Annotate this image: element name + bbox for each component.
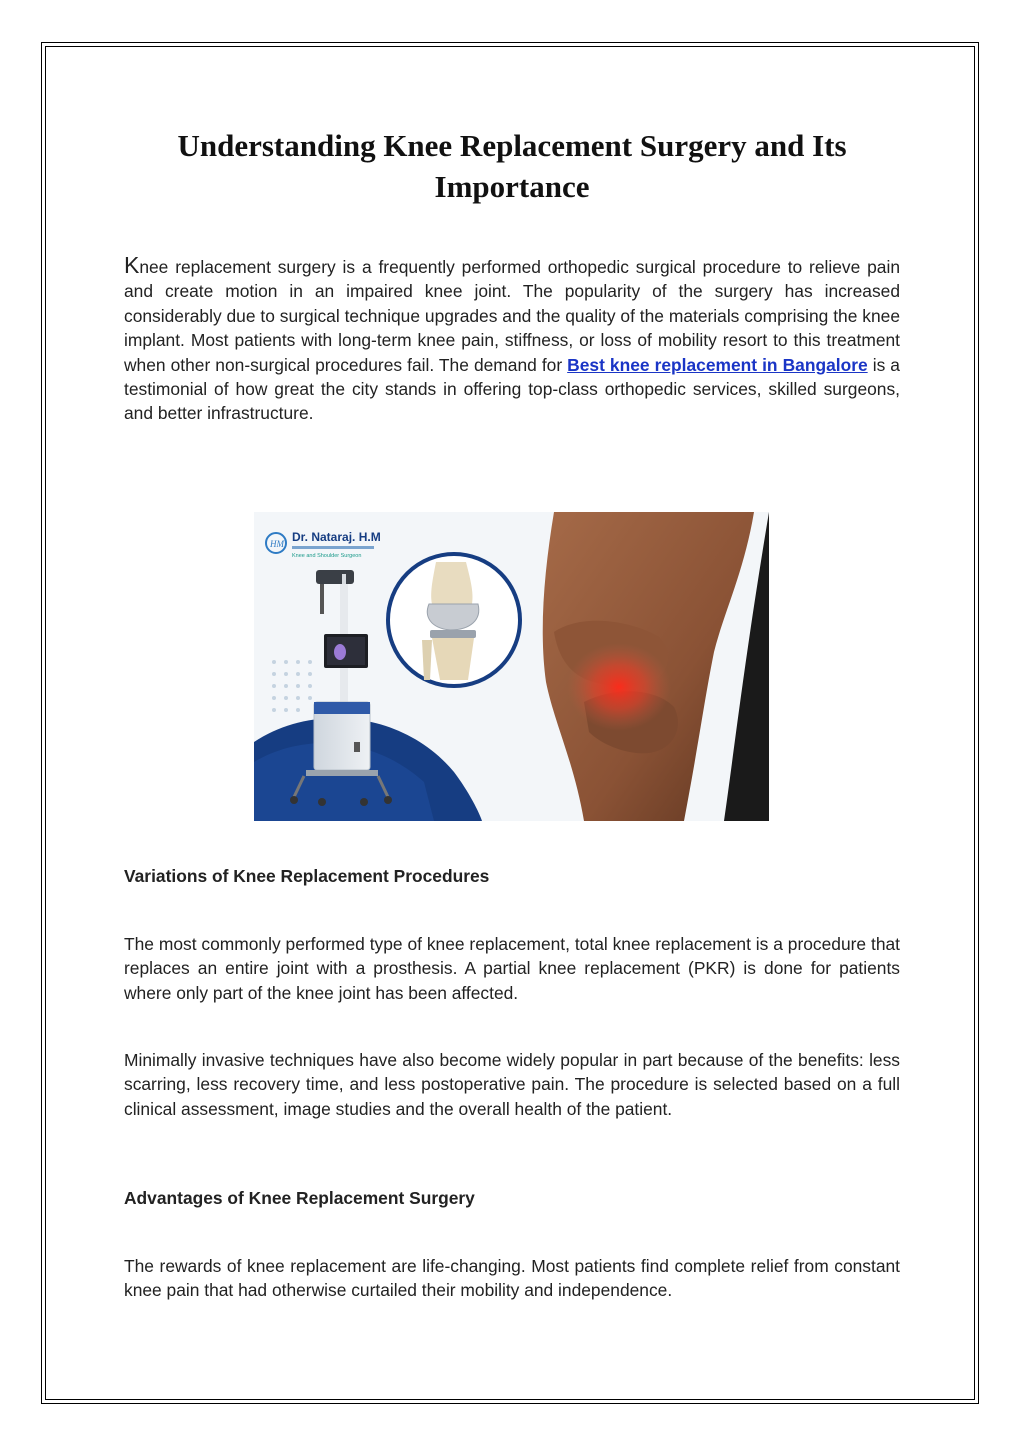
best-knee-replacement-link[interactable]: Best knee replacement in Bangalore — [567, 354, 868, 375]
knee-replacement-illustration — [254, 512, 769, 821]
page-title: Understanding Knee Replacement Surgery and Its Importance — [177, 128, 847, 204]
intro-dropcap: K — [124, 252, 140, 278]
svg-text:HM: HM — [270, 539, 284, 549]
intro-text-after-link: is a testimonial of how great the city stands in offering top-class orthopedic services, skilled surgeons, and better infrastructure. — [124, 354, 900, 424]
logo-name: Dr. Nataraj. H.M — [292, 530, 381, 544]
section-heading-variations: Variations of Knee Replacement Procedures — [124, 866, 490, 886]
section-heading-advantages: Advantages of Knee Replacement Surgery — [124, 1188, 475, 1208]
knee-implant-icon — [388, 554, 520, 686]
intro-text-before-link: nee replacement surgery is a frequently performed orthopedic surgical procedure to relieve pain and create motion in an impaired knee joint. The popularity of the surgery has increased considerably due to surgical technique upgrades and the quality of the materials comprising the knee implant. Most patients with long-term knee pain, stiffness, or loss of mobility resort to this treatment when other non-surgical procedures fail. The demand for — [124, 257, 900, 375]
section1-paragraph-2: Minimally invasive techniques have also become widely popular in part because of the benefits: less scarring, less recovery time, and less postoperative pain. The procedure is selected based on a full clinical assessment, image studies and the overall health of the patient. — [124, 1050, 900, 1119]
logo-tagline: Knee and Shoulder Surgeon — [292, 553, 362, 559]
section2-paragraph-1: The rewards of knee replacement are life-changing. Most patients find complete relief from constant knee pain that had otherwise curtailed their mobility and independence. — [124, 1256, 900, 1301]
intro-paragraph — [124, 253, 900, 426]
section1-paragraph-1: The most commonly performed type of knee replacement, total knee replacement is a procedure that replaces an entire joint with a prosthesis. A partial knee replacement (PKR) is done for patients where only part of the knee joint has been affected. — [124, 934, 900, 1003]
